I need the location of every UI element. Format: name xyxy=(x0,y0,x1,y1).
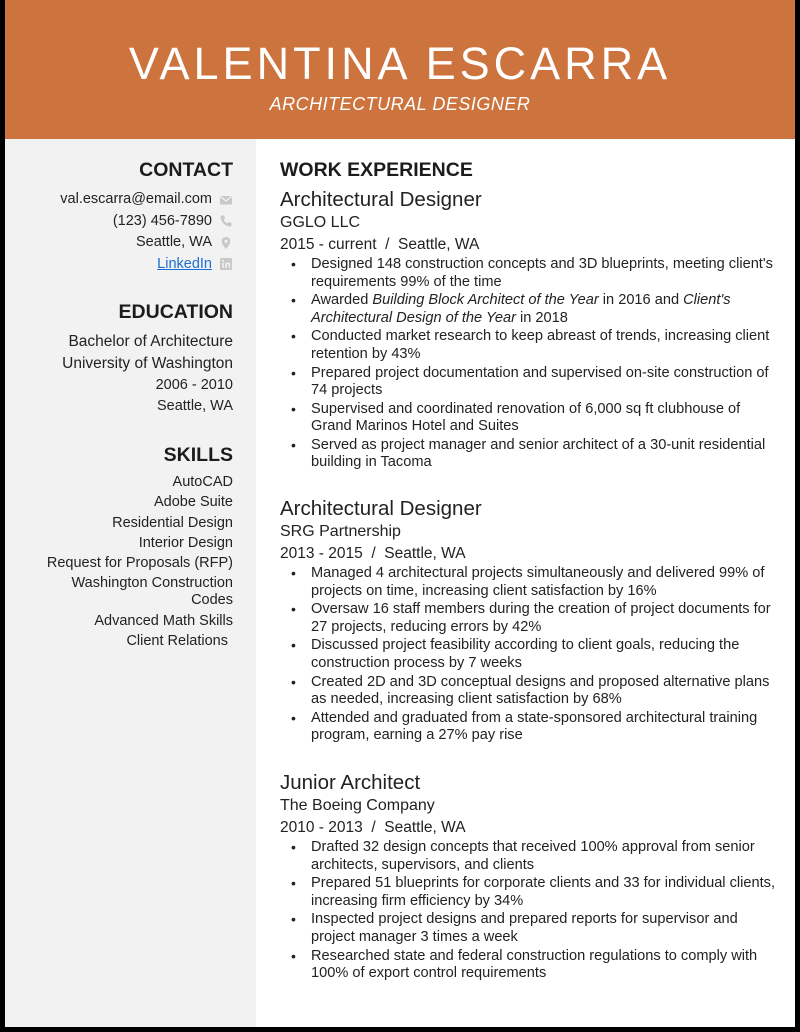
phone-text: (123) 456-7890 xyxy=(112,212,212,229)
job-bullet: • Created 2D and 3D conceptual designs and proposed alternative plans as needed, increasing client satisfaction by 68% xyxy=(280,674,780,709)
resume-header xyxy=(5,0,795,139)
skill-item: AutoCAD xyxy=(172,474,233,490)
education-location: Seattle, WA xyxy=(156,398,233,414)
education-school: University of Washington xyxy=(62,355,233,372)
work-experience-heading: WORK EXPERIENCE xyxy=(280,159,473,181)
job-bullet: • Attended and graduated from a state-sponsored architectural training program, earning a 27% pay rise xyxy=(280,710,780,745)
phone-icon xyxy=(219,214,233,228)
job-bullet: • Awarded Building Block Architect of the Year in 2016 and Client's Architectural Design of the Year in 2018 xyxy=(280,292,780,327)
job-title: Architectural Designer xyxy=(280,188,482,211)
job-bullet: • Designed 148 construction concepts and 3D blueprints, meeting client's requirements 99% of the time xyxy=(280,256,780,291)
contact-location xyxy=(60,232,233,254)
map-pin-icon xyxy=(219,236,233,250)
job-bullet: • Researched state and federal construction regulations to comply with 100% of export control requirements xyxy=(280,948,780,983)
contact-section xyxy=(60,159,233,275)
candidate-name: VALENTINA ESCARRA xyxy=(128,38,672,89)
award-name: Building Block Architect of the Year xyxy=(372,292,599,309)
email-text: val.escarra@email.com xyxy=(60,191,212,207)
job-title: Junior Architect xyxy=(280,771,421,794)
award-name: Client's Architectural Design of the Year xyxy=(311,292,731,326)
job-bullets xyxy=(280,839,780,983)
job-entry xyxy=(280,188,780,473)
education-section xyxy=(62,301,233,417)
skill-item: Request for Proposals (RFP) xyxy=(46,555,233,572)
job-bullet: • Supervised and coordinated renovation of 6,000 sq ft clubhouse of Grand Marinos Hotel and Suites xyxy=(280,401,780,436)
skills-section xyxy=(47,444,233,653)
job-dates: 2010 - 2013 / Seattle, WA xyxy=(280,819,466,836)
contact-phone xyxy=(60,211,233,233)
job-bullet: • Inspected project designs and prepared reports for supervisor and project manager 3 times a week xyxy=(280,911,780,946)
job-bullet: • Managed 4 architectural projects simultaneously and delivered 99% of projects on time, increasing client satisfaction by 16% xyxy=(280,565,780,600)
job-bullet: • Prepared project documentation and supervised on-site construction of 74 projects xyxy=(280,365,780,400)
skill-item: Adobe Suite xyxy=(153,494,233,511)
linkedin-link[interactable]: LinkedIn xyxy=(157,255,212,272)
job-entry xyxy=(280,497,780,746)
job-company: GGLO LLC xyxy=(280,214,361,231)
job-bullet: • Discussed project feasibility according to client goals, reducing the construction process by 7 weeks xyxy=(280,637,780,672)
job-bullet: • Drafted 32 design concepts that received 100% approval from senior architects, supervisors, and clients xyxy=(280,839,780,874)
job-company: SRG Partnership xyxy=(280,523,401,540)
job-bullet: • Conducted market research to keep abreast of trends, increasing client retention by 43% xyxy=(280,328,780,363)
envelope-icon xyxy=(219,193,233,207)
resume-page xyxy=(5,0,795,1027)
job-company: The Boeing Company xyxy=(280,797,435,814)
job-bullet: • Served as project manager and senior architect of a 30-unit residential building in Tacoma xyxy=(280,437,780,472)
contact-email xyxy=(60,189,233,211)
location-text: Seattle, WA xyxy=(135,234,212,250)
linkedin-icon[interactable] xyxy=(219,257,233,271)
candidate-title: ARCHITECTURAL DESIGNER xyxy=(269,94,531,114)
skill-item: Residential Design xyxy=(112,514,233,531)
skill-item: Interior Design xyxy=(138,534,233,551)
education-years: 2006 - 2010 xyxy=(155,377,233,393)
skills-heading: SKILLS xyxy=(163,444,233,466)
job-bullet: • Prepared 51 blueprints for corporate clients and 33 for individual clients, increasing firm efficiency by 34% xyxy=(280,875,780,910)
skill-item: Washington Construction Codes xyxy=(71,575,233,609)
education-heading: EDUCATION xyxy=(118,301,233,323)
sidebar xyxy=(5,139,256,1027)
job-bullets xyxy=(280,565,780,745)
job-dates: 2015 - current / Seattle, WA xyxy=(280,236,480,253)
job-dates: 2013 - 2015 / Seattle, WA xyxy=(280,545,466,562)
skill-item: Client Relations xyxy=(126,633,228,650)
education-degree: Bachelor of Architecture xyxy=(68,333,233,350)
job-bullets xyxy=(280,256,780,472)
job-bullet: • Oversaw 16 staff members during the creation of project documents for 27 projects, reducing errors by 42% xyxy=(280,601,780,636)
contact-linkedin[interactable] xyxy=(60,254,233,276)
job-entry xyxy=(280,771,780,984)
contact-heading: CONTACT xyxy=(139,159,233,181)
skill-item: Advanced Math Skills xyxy=(94,612,233,629)
job-title: Architectural Designer xyxy=(280,497,482,520)
